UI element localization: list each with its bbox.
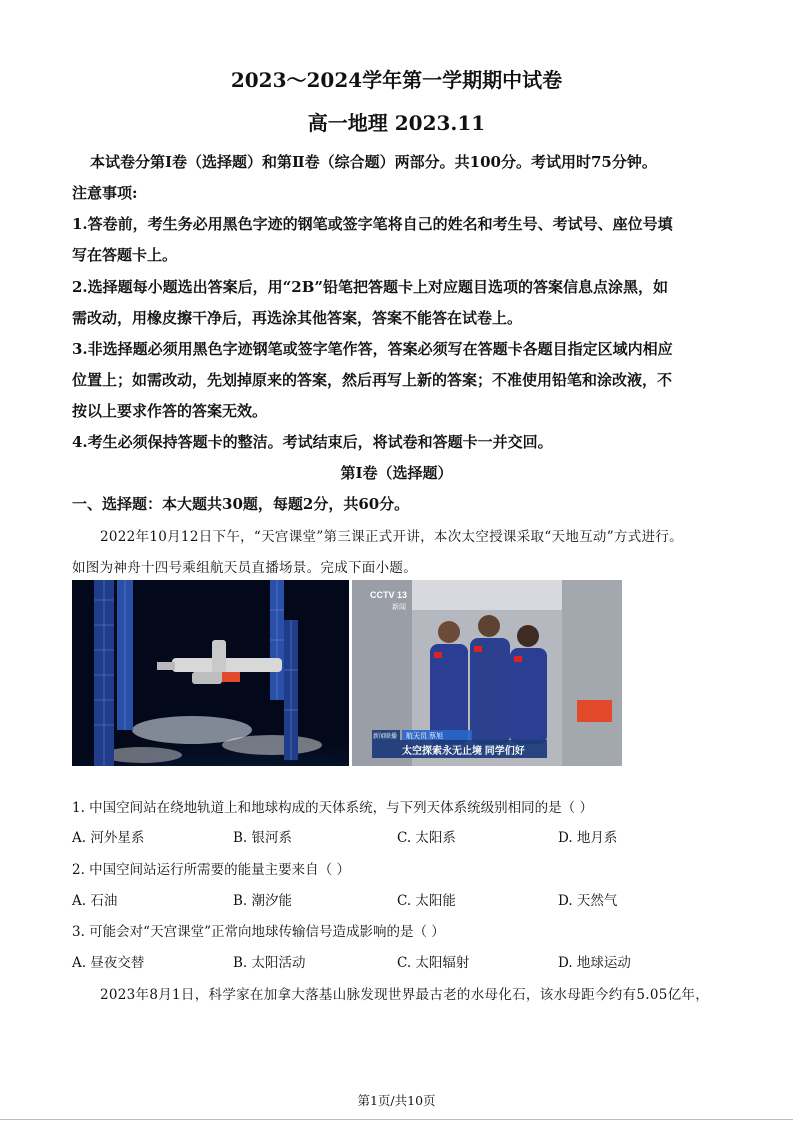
notice-line-3: 2.选择题每小题选出答案后，用“2B”铅笔把答题卡上对应题目选项的答案信息点涂黑，如 [72, 278, 669, 296]
question-1-stem: 1. 中国空间站在绕地轨道上和地球构成的天体系统，与下列天体系统级别相同的是（ ） [72, 800, 593, 816]
notice-heading: 注意事项: [72, 184, 138, 202]
question-2-option-b[interactable]: B. 潮汐能 [233, 893, 293, 909]
notice-line-8: 4.考生必须保持答题卡的整洁。考试结束后，将试卷和答题卡一并交回。 [72, 433, 553, 451]
question-1-option-a[interactable]: A. 河外星系 [72, 830, 145, 846]
question-1-option-d[interactable]: D. 地月系 [558, 830, 618, 846]
question-1-option-c[interactable]: C. 太阳系 [397, 830, 456, 846]
question-3-option-b[interactable]: B. 太阳活动 [233, 955, 306, 971]
page-number: 第1页/共10页 [357, 1093, 436, 1108]
question-2-option-d[interactable]: D. 天然气 [558, 893, 618, 909]
question-2-option-a[interactable]: A. 石油 [72, 893, 118, 909]
space-station-image [72, 580, 349, 766]
question-1-option-b[interactable]: B. 银河系 [233, 830, 293, 846]
section-title: 第Ⅰ卷（选择题） [340, 464, 453, 482]
intro-text: 本试卷分第Ⅰ卷（选择题）和第Ⅱ卷（综合题）两部分。共100分。考试用时75分钟。 [90, 153, 657, 171]
question-3-option-a[interactable]: A. 昼夜交替 [72, 955, 145, 971]
caption-text: 太空探索永无止境 同学们好 [402, 746, 525, 757]
question-2-option-c[interactable]: C. 太阳能 [397, 893, 456, 909]
question-2-stem: 2. 中国空间站运行所需要的能量主要来自（ ） [72, 862, 350, 878]
exam-subtitle: 高一地理 2023.11 [307, 111, 486, 135]
astronauts-broadcast-image [352, 580, 622, 766]
exam-title: 2023～2024学年第一学期期中试卷 [230, 68, 563, 92]
caption-tag: 航天员 蔡旭 [406, 733, 443, 740]
notice-line-6: 位置上；如需改动，先划掉原来的答案，然后再写上新的答案；不准使用铅笔和涂改液，不 [72, 371, 673, 389]
space-station-illustration [72, 580, 349, 766]
passage-1-line-1: 2022年10月12日下午，“天宫课堂”第三课正式开讲，本次太空授课采取“天地互动”方式进行。 [100, 529, 683, 545]
passage-2-line-1: 2023年8月1日，科学家在加拿大落基山脉发现世界最古老的水母化石，该水母距今约有5.05亿年， [100, 987, 709, 1003]
notice-line-7: 按以上要求作答的答案无效。 [72, 402, 268, 420]
news-badge: 新闻联播 [373, 734, 398, 740]
part-heading: 一、选择题：本大题共30题，每题2分，共60分。 [72, 495, 410, 513]
question-3-stem: 3. 可能会对“天宫课堂”正常向地球传输信号造成影响的是（ ） [72, 924, 445, 940]
tv-logo: CCTV 13 [370, 590, 408, 600]
notice-line-5: 3.非选择题必须用黑色字迹钢笔或签字笔作答，答案必须写在答题卡各题目指定区域内相应 [72, 340, 673, 358]
passage-1-line-2: 如图为神舟十四号乘组航天员直播场景。完成下面小题。 [72, 560, 417, 576]
question-3-option-c[interactable]: C. 太阳辐射 [397, 955, 470, 971]
notice-line-1: 1.答卷前，考生务必用黑色字迹的钢笔或签字笔将自己的姓名和考生号、考试号、座位号填 [72, 215, 673, 233]
notice-line-4: 需改动，用橡皮擦干净后，再选涂其他答案，答案不能答在试卷上。 [72, 309, 523, 327]
tv-channel: 新闻 [392, 604, 406, 611]
notice-line-2: 写在答题卡上。 [72, 246, 178, 264]
bottom-divider [0, 1119, 793, 1120]
question-3-option-d[interactable]: D. 地球运动 [558, 955, 631, 971]
